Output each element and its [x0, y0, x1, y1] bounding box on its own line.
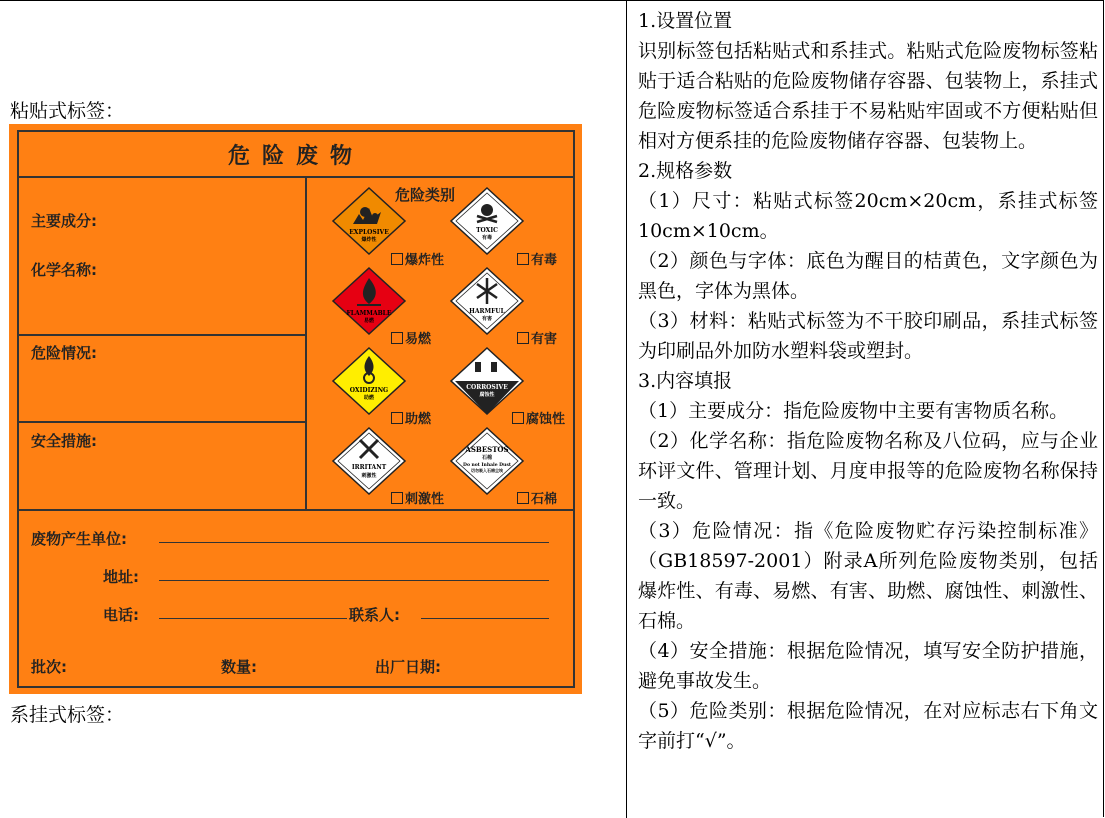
- heading-location: 1.设置位置: [638, 10, 733, 32]
- checkbox-oxidizing[interactable]: [391, 412, 403, 424]
- asbestos-note-cn: 切勿吸入石棉尘埃: [471, 468, 503, 473]
- label-title: 危险废物: [227, 143, 364, 169]
- explosive-icon: [329, 186, 409, 256]
- flame-icon: [329, 266, 409, 336]
- paragraph-chemical-name: （2）化学名称：指危险废物名称及八位码，应与企业环评文件、管理计划、月度申报等的危险废物名称保持一致。: [638, 430, 1098, 512]
- hazard-option-harmful[interactable]: 有害: [517, 328, 557, 347]
- paragraph-size: （1）尺寸：粘贴式标签20cm×20cm，系挂式标签10cm×10cm。: [638, 190, 1098, 242]
- safety-measures-label: 安全措施:: [31, 432, 97, 450]
- asbestos-icon: [447, 426, 527, 496]
- harmful-sign-en: HARMFUL: [469, 308, 505, 315]
- hazard-option-asbestos[interactable]: 石棉: [517, 488, 557, 507]
- phone-line[interactable]: [159, 618, 347, 619]
- hazardous-waste-label: [9, 124, 582, 694]
- column-divider: [626, 0, 627, 818]
- asbestos-note-en: Do not Inhale Dust: [463, 463, 511, 468]
- adhesive-label-caption: 粘贴式标签：: [10, 100, 125, 122]
- hazard-option-flammable[interactable]: 易燃: [391, 328, 431, 347]
- oxidizing-sign-cn: 助燃: [363, 395, 375, 401]
- toxic-sign-en: TOXIC: [476, 227, 498, 234]
- toxic-sign-cn: 有毒: [481, 235, 493, 241]
- asbestos-sign-cn: 石棉: [481, 455, 493, 461]
- hazard-category-title: 危险类别: [395, 186, 456, 204]
- contact-line[interactable]: [421, 618, 549, 619]
- harmful-sign-cn: 有害: [481, 316, 493, 322]
- middle-rule: [305, 176, 307, 509]
- paragraph-material: （3）材料：粘贴式标签为不干胶印刷品，系挂式标签为印刷品外加防水塑料袋或塑封。: [638, 310, 1098, 362]
- quantity-label: 数量:: [221, 658, 257, 676]
- checkbox-asbestos[interactable]: [517, 492, 529, 504]
- phone-label: 电话:: [103, 606, 139, 624]
- checkbox-harmful[interactable]: [517, 332, 529, 344]
- producer-line[interactable]: [159, 542, 549, 543]
- asterisk-icon: [447, 266, 527, 336]
- heading-content: 3.内容填报: [638, 370, 733, 392]
- date-label: 出厂日期:: [375, 658, 441, 676]
- paragraph-hazard-category: （5）危险类别：根据危险情况，在对应标志右下角文字前打“√”。: [638, 700, 1098, 752]
- explosive-sign-cn: 爆炸性: [361, 237, 377, 243]
- oxidizing-sign-en: OXIDIZING: [349, 387, 389, 394]
- main-component-label: 主要成分:: [31, 212, 97, 230]
- cross-icon: [329, 426, 409, 496]
- irritant-sign-cn: 刺激性: [361, 473, 377, 479]
- flammable-sign-en: FLAMMABLE: [346, 310, 392, 317]
- instructions-column: [638, 6, 1098, 756]
- title-rule: [17, 176, 575, 178]
- skull-icon: [447, 186, 527, 256]
- hanging-label-caption: 系挂式标签：: [10, 704, 125, 726]
- batch-label: 批次:: [31, 658, 67, 676]
- hazard-option-oxidizing[interactable]: 助燃: [391, 408, 431, 427]
- address-label: 地址:: [103, 568, 139, 586]
- paragraph-location: 识别标签包括粘贴式和系挂式。粘贴式危险废物标签粘贴于适合粘贴的危险废物储存容器、包装物上，系挂式危险废物标签适合系挂于不易粘贴牢固或不方便粘贴但相对方便系挂的危险废物储存容器、包装物上。: [638, 40, 1098, 152]
- rule-3: [17, 509, 575, 511]
- corrosive-sign-cn: 腐蚀性: [479, 392, 495, 398]
- hazard-situation-label: 危险情况:: [31, 344, 97, 362]
- paragraph-hazard-situation: （3）危险情况：指《危险废物贮存污染控制标准》（GB18597-2001）附录A所列危险废物类别，包括爆炸性、有毒、易燃、有害、助燃、腐蚀性、刺激性、石棉。: [638, 520, 1098, 632]
- corrosive-sign-en: CORROSIVE: [466, 384, 508, 391]
- chemical-name-label: 化学名称:: [31, 261, 97, 279]
- explosive-sign-en: EXPLOSIVE: [349, 229, 389, 236]
- hazard-option-irritant[interactable]: 刺激性: [391, 488, 444, 507]
- heading-spec: 2.规格参数: [638, 160, 733, 182]
- hazard-option-toxic[interactable]: 有毒: [517, 249, 557, 268]
- paragraph-color-font: （2）颜色与字体：底色为醒目的桔黄色，文字颜色为黑色，字体为黑体。: [638, 250, 1098, 302]
- producer-label: 废物产生单位:: [31, 530, 127, 548]
- asbestos-sign-en: ASBESTOS: [465, 445, 509, 454]
- hazard-option-explosive[interactable]: 爆炸性: [391, 249, 444, 268]
- corrosive-icon: [447, 346, 527, 416]
- flammable-sign-cn: 易燃: [363, 318, 375, 324]
- paragraph-main-component: （1）主要成分：指危险废物中主要有害物质名称。: [638, 400, 1069, 422]
- paragraph-safety-measures: （4）安全措施：根据危险情况，填写安全防护措施，避免事故发生。: [638, 640, 1098, 692]
- checkbox-corrosive[interactable]: [512, 412, 524, 424]
- rule-1: [17, 334, 306, 336]
- checkbox-toxic[interactable]: [517, 253, 529, 265]
- rule-2: [17, 421, 306, 423]
- checkbox-irritant[interactable]: [391, 492, 403, 504]
- address-line[interactable]: [159, 580, 549, 581]
- checkbox-flammable[interactable]: [391, 332, 403, 344]
- irritant-sign-en: IRRITANT: [351, 464, 387, 471]
- checkbox-explosive[interactable]: [391, 253, 403, 265]
- oxidizer-icon: [329, 346, 409, 416]
- contact-label: 联系人:: [349, 606, 400, 624]
- hazard-option-corrosive[interactable]: 腐蚀性: [512, 408, 565, 427]
